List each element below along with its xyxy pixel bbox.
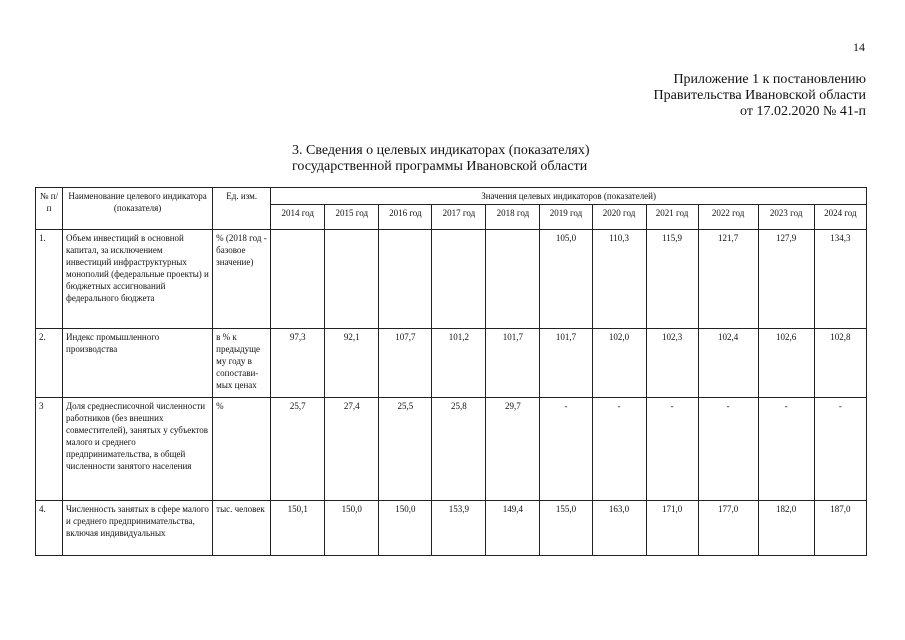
indicator-value: 102,8: [814, 329, 866, 398]
indicator-value: 101,7: [486, 329, 540, 398]
indicator-value: 121,7: [698, 230, 758, 329]
header-unit: Ед. изм.: [213, 188, 271, 230]
indicator-value: [379, 230, 432, 329]
indicator-value: 177,0: [698, 501, 758, 556]
header-year: 2014 год: [271, 205, 325, 230]
header-year: 2021 год: [646, 205, 698, 230]
indicator-value: 153,9: [432, 501, 486, 556]
indicator-value: 150,1: [271, 501, 325, 556]
header-year: 2023 год: [758, 205, 814, 230]
indicator-value: 155,0: [540, 501, 592, 556]
indicator-value: [271, 230, 325, 329]
table-row: [36, 230, 867, 329]
indicator-value: -: [698, 398, 758, 501]
appendix-header: [654, 72, 866, 120]
indicator-value: 101,7: [540, 329, 592, 398]
row-number: 2.: [36, 329, 63, 398]
indicator-value: 110,3: [592, 230, 646, 329]
indicator-value: 29,7: [486, 398, 540, 501]
indicator-value: 97,3: [271, 329, 325, 398]
header-year: 2018 год: [486, 205, 540, 230]
indicator-name: Доля среднесписочной численности работников (без внешних совместителей), занятых у субъектов малого и среднего предпринимательства, в общей численности занятого населения: [63, 398, 213, 501]
section-title-line-1: 3. Сведения о целевых индикаторах (показателях): [292, 143, 590, 158]
indicator-value: 102,0: [592, 329, 646, 398]
indicator-value: 150,0: [379, 501, 432, 556]
indicator-value: 107,7: [379, 329, 432, 398]
section-title: [292, 143, 590, 175]
indicator-value: 27,4: [325, 398, 379, 501]
indicator-value: 163,0: [592, 501, 646, 556]
indicator-value: 92,1: [325, 329, 379, 398]
appendix-line-3: от 17.02.2020 № 41-п: [740, 104, 866, 119]
indicator-value: 25,7: [271, 398, 325, 501]
indicator-unit: тыс. человек: [213, 501, 271, 556]
indicator-value: 149,4: [486, 501, 540, 556]
indicator-value: -: [814, 398, 866, 501]
indicator-unit: в % к предыдуще му году в сопостави-мых ценах: [213, 329, 271, 398]
row-number: 3: [36, 398, 63, 501]
header-year: 2022 год: [698, 205, 758, 230]
indicator-unit: %: [213, 398, 271, 501]
indicator-value: 127,9: [758, 230, 814, 329]
indicator-name: Индекс промышленного производства: [63, 329, 213, 398]
header-year: 2016 год: [379, 205, 432, 230]
indicator-value: 134,3: [814, 230, 866, 329]
table-row: [36, 398, 867, 501]
indicator-value: 102,4: [698, 329, 758, 398]
page-number: 14: [853, 40, 865, 54]
indicator-value: 171,0: [646, 501, 698, 556]
header-name: Наименование целевого индикатора (показателя): [63, 188, 213, 230]
row-number: 4.: [36, 501, 63, 556]
indicator-value: 187,0: [814, 501, 866, 556]
indicators-table: [35, 187, 867, 556]
table-row: [36, 329, 867, 398]
indicator-name: Численность занятых в сфере малого и среднего предпринимательства, включая индивидуальных: [63, 501, 213, 556]
indicator-value: [432, 230, 486, 329]
indicator-value: [486, 230, 540, 329]
header-num: № п/п: [36, 188, 63, 230]
indicator-value: -: [540, 398, 592, 501]
table-row: [36, 501, 867, 556]
indicator-value: 101,2: [432, 329, 486, 398]
appendix-line-2: Правительства Ивановской области: [653, 88, 866, 103]
indicator-value: 102,3: [646, 329, 698, 398]
indicator-value: -: [592, 398, 646, 501]
indicator-value: 105,0: [540, 230, 592, 329]
row-number: 1.: [36, 230, 63, 329]
header-year: 2017 год: [432, 205, 486, 230]
header-year: 2024 год: [814, 205, 866, 230]
indicator-value: 25,8: [432, 398, 486, 501]
indicator-value: 25,5: [379, 398, 432, 501]
indicator-unit: % (2018 год - базовое значение): [213, 230, 271, 329]
indicator-value: [325, 230, 379, 329]
section-title-line-2: государственной программы Ивановской области: [292, 159, 588, 174]
header-year: 2019 год: [540, 205, 592, 230]
indicator-value: 115,9: [646, 230, 698, 329]
indicator-name: Объем инвестиций в основной капитал, за исключением инвестиций инфраструктурных монополий (федеральные проекты) и бюджетных ассигнований федерального бюджета: [63, 230, 213, 329]
indicator-value: 182,0: [758, 501, 814, 556]
appendix-line-1: Приложение 1 к постановлению: [673, 72, 866, 87]
indicator-value: 102,6: [758, 329, 814, 398]
header-values-group: Значения целевых индикаторов (показателей): [271, 188, 867, 205]
header-year: 2015 год: [325, 205, 379, 230]
indicator-value: 150,0: [325, 501, 379, 556]
indicator-value: -: [758, 398, 814, 501]
header-year: 2020 год: [592, 205, 646, 230]
indicator-value: -: [646, 398, 698, 501]
